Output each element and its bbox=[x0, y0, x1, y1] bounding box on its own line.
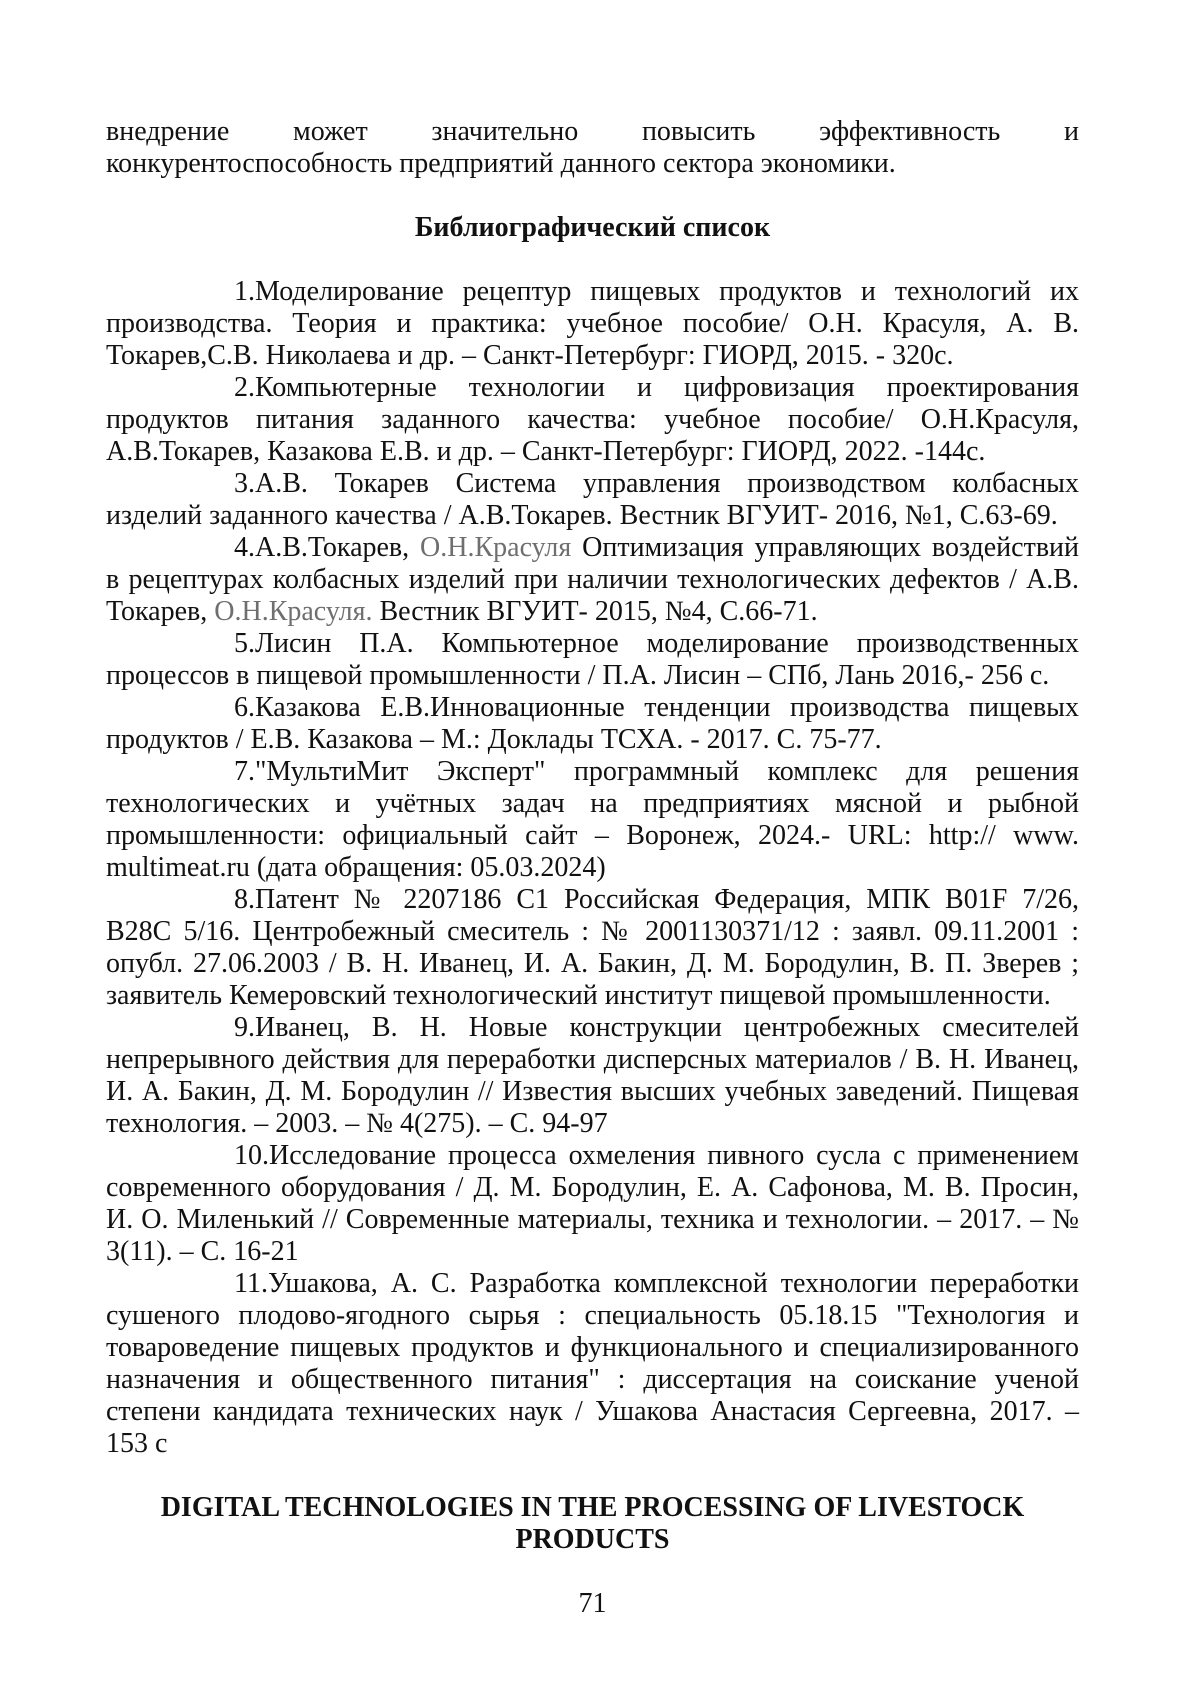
item-text: Моделирование рецептур пищевых продуктов и технологий их производства. Теория и практика: учебное пособие/ О.Н. Красуля, А. В. Токарев,С.В. Николаева и др. – Санкт-Петербург: ГИОРД, 2015. - 320с. bbox=[106, 276, 1079, 371]
item-number: 11. bbox=[234, 1268, 268, 1299]
next-section-heading: DIGITAL TECHNOLOGIES IN THE PROCESSING OF LIVESTOCK PRODUCTS bbox=[160, 1492, 1025, 1555]
item-number: 6. bbox=[234, 692, 255, 723]
bibliography-item bbox=[106, 692, 1079, 756]
item-number: 3. bbox=[234, 468, 255, 499]
bibliography-heading: Библиографический список bbox=[414, 212, 771, 243]
bibliography-item bbox=[106, 1140, 1079, 1268]
bibliography-item bbox=[106, 628, 1079, 692]
bibliography-item bbox=[106, 532, 1079, 628]
item-number: 9. bbox=[234, 1012, 255, 1043]
item-number: 2. bbox=[234, 372, 255, 403]
item-number: 7. bbox=[234, 756, 255, 787]
bibliography-item bbox=[106, 372, 1079, 468]
bibliography-item bbox=[106, 756, 1079, 884]
item-text: Лисин П.А. Компьютерное моделирование производственных процессов в пищевой промышленности / П.А. Лисин – СПб, Лань 2016,- 256 с. bbox=[106, 628, 1079, 691]
page-number: 71 bbox=[578, 1588, 607, 1619]
item-text: Казакова Е.В.Инновационные тенденции производства пищевых продуктов / Е.В. Казакова – М.: Доклады ТСХА. - 2017. С. 75-77. bbox=[106, 692, 1079, 755]
item-text: Оптимизация управляющих воздействий в рецептурах колбасных изделий при наличии технологических дефектов / А.В. Токарев, bbox=[106, 532, 1080, 627]
item-text: О.Н.Красуля bbox=[420, 532, 572, 563]
bibliography-item bbox=[106, 884, 1079, 1012]
item-number: 8. bbox=[234, 884, 255, 915]
bibliography-item bbox=[106, 1268, 1079, 1460]
item-number: 5. bbox=[234, 628, 255, 659]
bibliography-list bbox=[106, 276, 1079, 1460]
item-text: Иванец, В. Н. Новые конструкции центробежных смесителей непрерывного действия для переработки дисперсных материалов / В. Н. Иванец, И. А. Бакин, Д. М. Бородулин // Известия высших учебных заведений. Пищевая технология. – 2003. – № 4(275). – С. 94-97 bbox=[106, 1012, 1079, 1139]
item-text: Патент № 2207186 С1 Российская Федерация, МПК B01F 7/26, B28C 5/16. Центробежный смеситель : № 2001130371/12 : заявл. 09.11.2001 : опубл. 27.06.2003 / В. Н. Иванец, И. А. Бакин, Д. М. Бородулин, В. П. Зверев ; заявитель Кемеровский технологический институт пищевой промышленности. bbox=[106, 884, 1079, 1011]
bibliography-item bbox=[106, 1012, 1079, 1140]
item-text: "МультиМит Эксперт" программный комплекс для решения технологических и учётных задач на предприятиях мясной и рыбной промышленности: официальный сайт – Воронеж, 2024.- URL: http:// www. multimeat.ru (дата обращения: 05.03.2024) bbox=[106, 756, 1079, 883]
intro-paragraph: внедрение может значительно повысить эффективность и конкурентоспособность предприятий данного сектора экономики. bbox=[106, 116, 1079, 179]
bibliography-item bbox=[106, 276, 1079, 372]
item-text: О.Н.Красуля. bbox=[214, 596, 373, 627]
item-text: А.В. Токарев Система управления производством колбасных изделий заданного качества / А.В.Токарев. Вестник ВГУИТ- 2016, №1, С.63-69. bbox=[106, 468, 1079, 531]
item-text: Компьютерные технологии и цифровизация проектирования продуктов питания заданного качества: учебное пособие/ О.Н.Красуля, А.В.Токарев, Казакова Е.В. и др. – Санкт-Петербург: ГИОРД, 2022. -144с. bbox=[106, 372, 1079, 467]
item-number: 1. bbox=[234, 276, 255, 307]
item-text: Ушакова, А. С. Разработка комплексной технологии переработки сушеного плодово-ягодного сырья : специальность 05.18.15 "Технология и товароведение пищевых продуктов и функционального и специализированного назначения и общественного питания" : диссертация на соискание ученой степени кандидата технических наук / Ушакова Анастасия Сергеевна, 2017. – 153 с bbox=[106, 1268, 1079, 1459]
item-text: Вестник ВГУИТ- 2015, №4, С.66-71. bbox=[372, 596, 818, 627]
item-text: А.В.Токарев, bbox=[255, 532, 421, 563]
item-number: 10. bbox=[234, 1140, 269, 1171]
item-text: Исследование процесса охмеления пивного сусла с применением современного оборудования / Д. М. Бородулин, Е. А. Сафонова, М. В. Просин, И. О. Миленький // Современные материалы, техника и технологии. – 2017. – № 3(11). – С. 16-21 bbox=[106, 1140, 1079, 1267]
item-number: 4. bbox=[234, 532, 255, 563]
bibliography-item bbox=[106, 468, 1079, 532]
